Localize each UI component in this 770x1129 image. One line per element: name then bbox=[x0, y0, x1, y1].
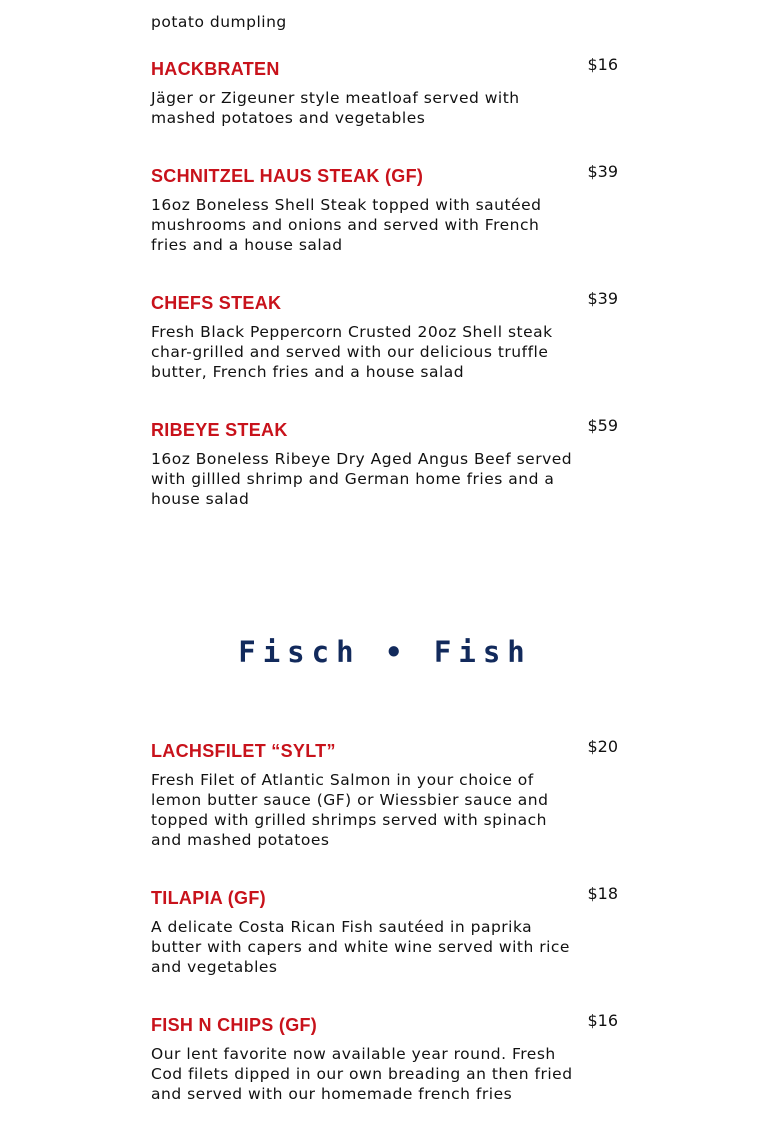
menu-item-price: $59 bbox=[587, 416, 618, 435]
menu-item-price: $16 bbox=[587, 1011, 618, 1030]
menu-item-price: $39 bbox=[587, 162, 618, 181]
menu-item-name: FISH N CHIPS (GF) bbox=[151, 1015, 318, 1035]
menu-item-name: LACHSFILET “SYLT” bbox=[151, 741, 336, 761]
menu-item-price: $16 bbox=[587, 55, 618, 74]
menu-item-description: Jäger or Zigeuner style meatloaf served with mashed potatoes and vegetables bbox=[151, 89, 520, 127]
section-title-fish: Fisch • Fish bbox=[238, 635, 532, 669]
menu-item-description: Fresh Black Peppercorn Crusted 20oz Shell steak char-grilled and served with our delicious truffle butter, French fries and a house salad bbox=[151, 323, 553, 381]
menu-item-description: 16oz Boneless Ribeye Dry Aged Angus Beef served with gillled shrimp and German home fries and a house salad bbox=[151, 450, 573, 508]
menu-item-price: $18 bbox=[587, 884, 618, 903]
menu-item-price: $20 bbox=[587, 737, 618, 756]
menu-item-description: Our lent favorite now available year round. Fresh Cod filets dipped in our own breading an then fried and served with our homemade french fries bbox=[151, 1045, 573, 1103]
menu-item-description: Fresh Filet of Atlantic Salmon in your choice of lemon butter sauce (GF) or Wiessbier sauce and topped with grilled shrimps served with spinach and mashed potatoes bbox=[151, 771, 549, 849]
previous-item-description-fragment bbox=[151, 0, 576, 32]
menu-item-name: SCHNITZEL HAUS STEAK (GF) bbox=[151, 166, 424, 186]
menu-item-name: TILAPIA (GF) bbox=[151, 888, 266, 908]
menu-item-price: $39 bbox=[587, 289, 618, 308]
menu-item-name: CHEFS STEAK bbox=[151, 293, 282, 313]
menu-item-name: RIBEYE STEAK bbox=[151, 420, 288, 440]
menu-item-description: A delicate Costa Rican Fish sautéed in paprika butter with capers and white wine served with rice and vegetables bbox=[151, 918, 570, 976]
menu-item-description: 16oz Boneless Shell Steak topped with sautéed mushrooms and onions and served with French fries and a house salad bbox=[151, 196, 542, 254]
menu-item-name: HACKBRATEN bbox=[151, 59, 280, 79]
fragment-line: potato dumpling bbox=[151, 13, 287, 31]
